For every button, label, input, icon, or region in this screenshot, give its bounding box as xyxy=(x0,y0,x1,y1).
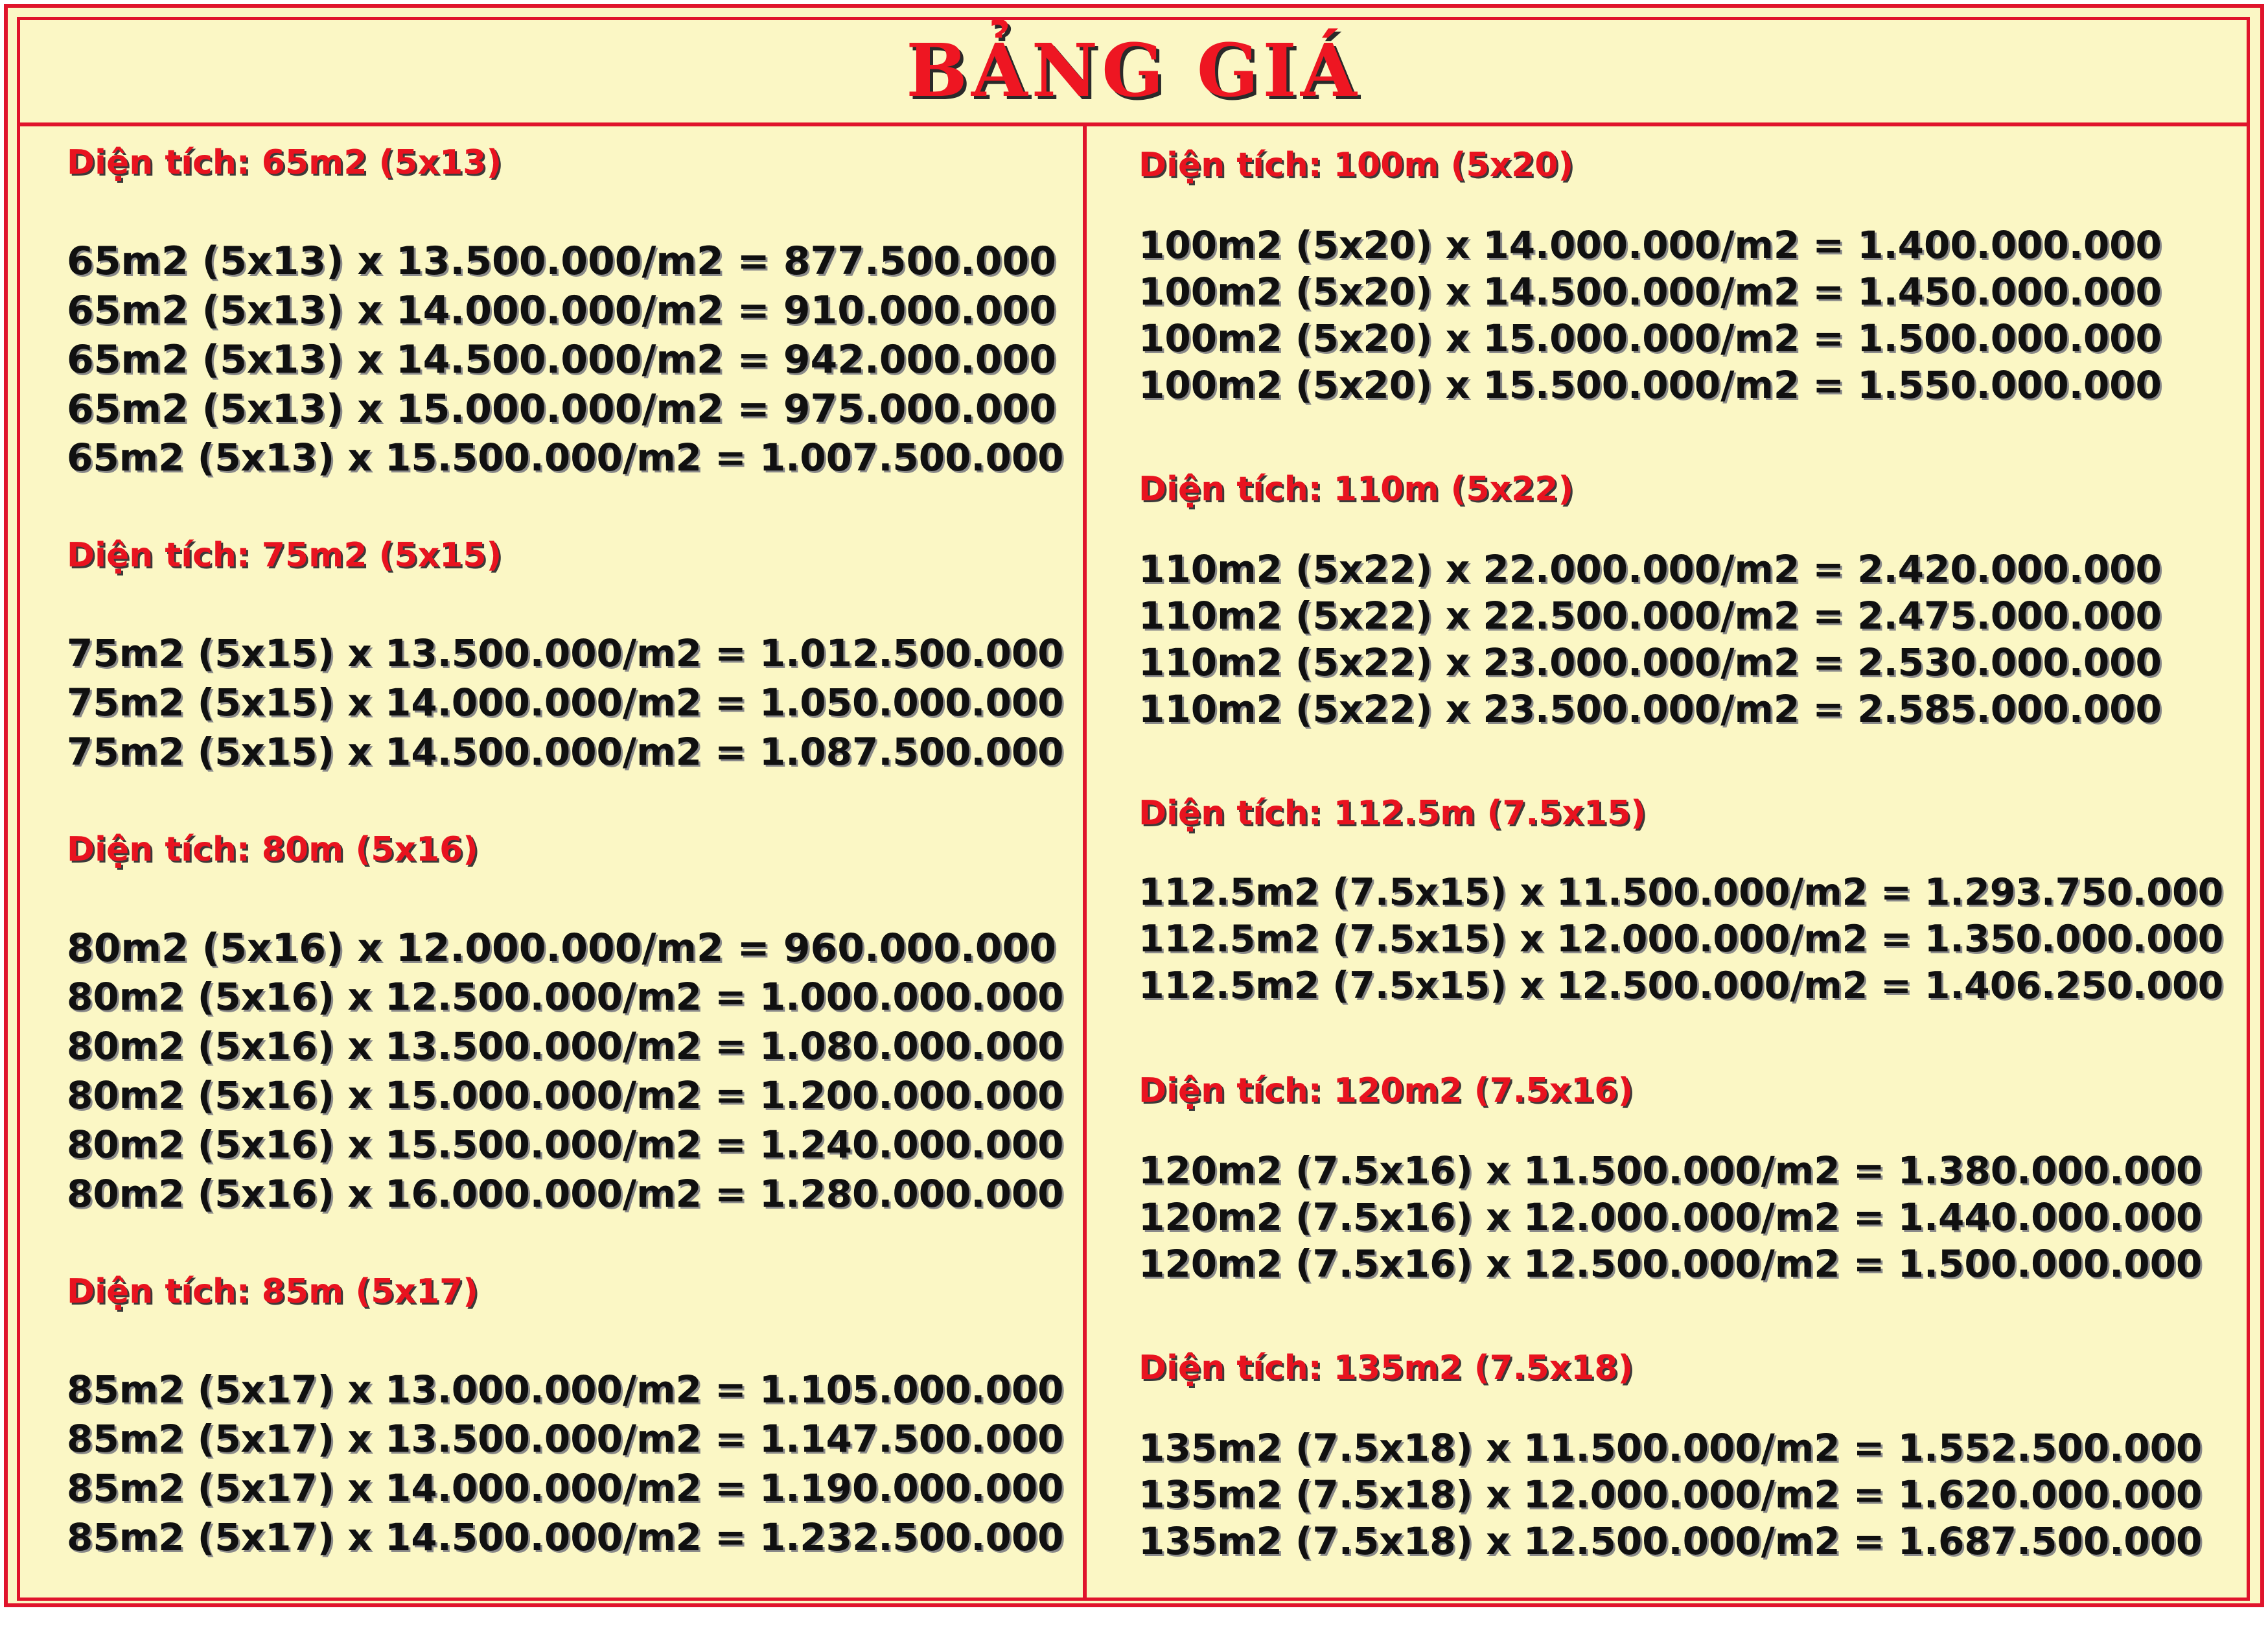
price-row: 110m2 (5x22) x 23.500.000/m2 = 2.585.000.000 xyxy=(1139,687,2162,731)
section-heading: Diện tích: 120m2 (7.5x16) xyxy=(1139,1071,1634,1110)
section-heading: Diện tích: 85m (5x17) xyxy=(67,1272,479,1311)
section-heading: Diện tích: 75m2 (5x15) xyxy=(67,536,502,575)
page-title: BẢNG GIÁ xyxy=(906,29,1361,113)
price-row: 80m2 (5x16) x 15.500.000/m2 = 1.240.000.000 xyxy=(67,1122,1064,1167)
price-row: 65m2 (5x13) x 15.000.000/m2 = 975.000.000 xyxy=(67,386,1057,432)
section-heading: Diện tích: 110m (5x22) xyxy=(1139,470,1574,509)
price-row: 135m2 (7.5x18) x 11.500.000/m2 = 1.552.500.000 xyxy=(1139,1426,2203,1470)
price-row: 120m2 (7.5x16) x 12.000.000/m2 = 1.440.000.000 xyxy=(1139,1195,2203,1239)
price-row: 65m2 (5x13) x 14.000.000/m2 = 910.000.000 xyxy=(67,288,1057,333)
right-column xyxy=(1087,126,2247,1598)
left-column xyxy=(20,126,1087,1598)
price-row: 120m2 (7.5x16) x 11.500.000/m2 = 1.380.000.000 xyxy=(1139,1148,2203,1192)
price-row: 120m2 (7.5x16) x 12.500.000/m2 = 1.500.000.000 xyxy=(1139,1242,2203,1286)
price-row: 100m2 (5x20) x 15.500.000/m2 = 1.550.000.000 xyxy=(1139,363,2162,407)
section-heading: Diện tích: 100m (5x20) xyxy=(1139,146,1574,185)
price-row: 85m2 (5x17) x 13.000.000/m2 = 1.105.000.000 xyxy=(67,1367,1064,1412)
price-board xyxy=(4,4,2264,1607)
price-row: 80m2 (5x16) x 15.000.000/m2 = 1.200.000.000 xyxy=(67,1073,1064,1117)
price-row: 65m2 (5x13) x 15.500.000/m2 = 1.007.500.000 xyxy=(67,436,1064,480)
price-row: 135m2 (7.5x18) x 12.500.000/m2 = 1.687.500.000 xyxy=(1139,1519,2203,1563)
section-heading: Diện tích: 80m (5x16) xyxy=(67,830,479,869)
price-row: 112.5m2 (7.5x15) x 12.000.000/m2 = 1.350.000.000 xyxy=(1139,918,2224,960)
price-row: 100m2 (5x20) x 15.000.000/m2 = 1.500.000.000 xyxy=(1139,316,2162,360)
price-row: 100m2 (5x20) x 14.500.000/m2 = 1.450.000.000 xyxy=(1139,270,2162,314)
price-row: 75m2 (5x15) x 14.000.000/m2 = 1.050.000.000 xyxy=(67,680,1064,725)
price-row: 80m2 (5x16) x 12.000.000/m2 = 960.000.000 xyxy=(67,925,1057,971)
price-row: 80m2 (5x16) x 12.500.000/m2 = 1.000.000.000 xyxy=(67,975,1064,1019)
price-row: 85m2 (5x17) x 13.500.000/m2 = 1.147.500.000 xyxy=(67,1417,1064,1461)
price-row: 110m2 (5x22) x 23.000.000/m2 = 2.530.000.000 xyxy=(1139,640,2162,684)
price-row: 112.5m2 (7.5x15) x 11.500.000/m2 = 1.293.750.000 xyxy=(1139,871,2224,914)
price-row: 85m2 (5x17) x 14.000.000/m2 = 1.190.000.000 xyxy=(67,1466,1064,1510)
price-row: 135m2 (7.5x18) x 12.000.000/m2 = 1.620.000.000 xyxy=(1139,1472,2203,1516)
price-row: 80m2 (5x16) x 16.000.000/m2 = 1.280.000.000 xyxy=(67,1172,1064,1216)
inner-border xyxy=(17,17,2250,1601)
section-heading: Diện tích: 112.5m (7.5x15) xyxy=(1139,794,1647,833)
price-row: 65m2 (5x13) x 14.500.000/m2 = 942.000.000 xyxy=(67,337,1057,382)
price-row: 75m2 (5x15) x 13.500.000/m2 = 1.012.500.000 xyxy=(67,631,1064,675)
price-row: 110m2 (5x22) x 22.500.000/m2 = 2.475.000.000 xyxy=(1139,594,2162,638)
section-heading: Diện tích: 135m2 (7.5x18) xyxy=(1139,1349,1634,1388)
price-row: 110m2 (5x22) x 22.000.000/m2 = 2.420.000.000 xyxy=(1139,547,2162,591)
price-row: 65m2 (5x13) x 13.500.000/m2 = 877.500.000 xyxy=(67,238,1057,284)
price-row: 75m2 (5x15) x 14.500.000/m2 = 1.087.500.000 xyxy=(67,730,1064,774)
price-row: 80m2 (5x16) x 13.500.000/m2 = 1.080.000.000 xyxy=(67,1024,1064,1068)
price-row: 112.5m2 (7.5x15) x 12.500.000/m2 = 1.406.250.000 xyxy=(1139,964,2224,1007)
section-heading: Diện tích: 65m2 (5x13) xyxy=(67,143,502,182)
header-bar xyxy=(20,20,2247,126)
price-row: 85m2 (5x17) x 14.500.000/m2 = 1.232.500.000 xyxy=(67,1515,1064,1559)
price-row: 100m2 (5x20) x 14.000.000/m2 = 1.400.000.000 xyxy=(1139,223,2162,267)
